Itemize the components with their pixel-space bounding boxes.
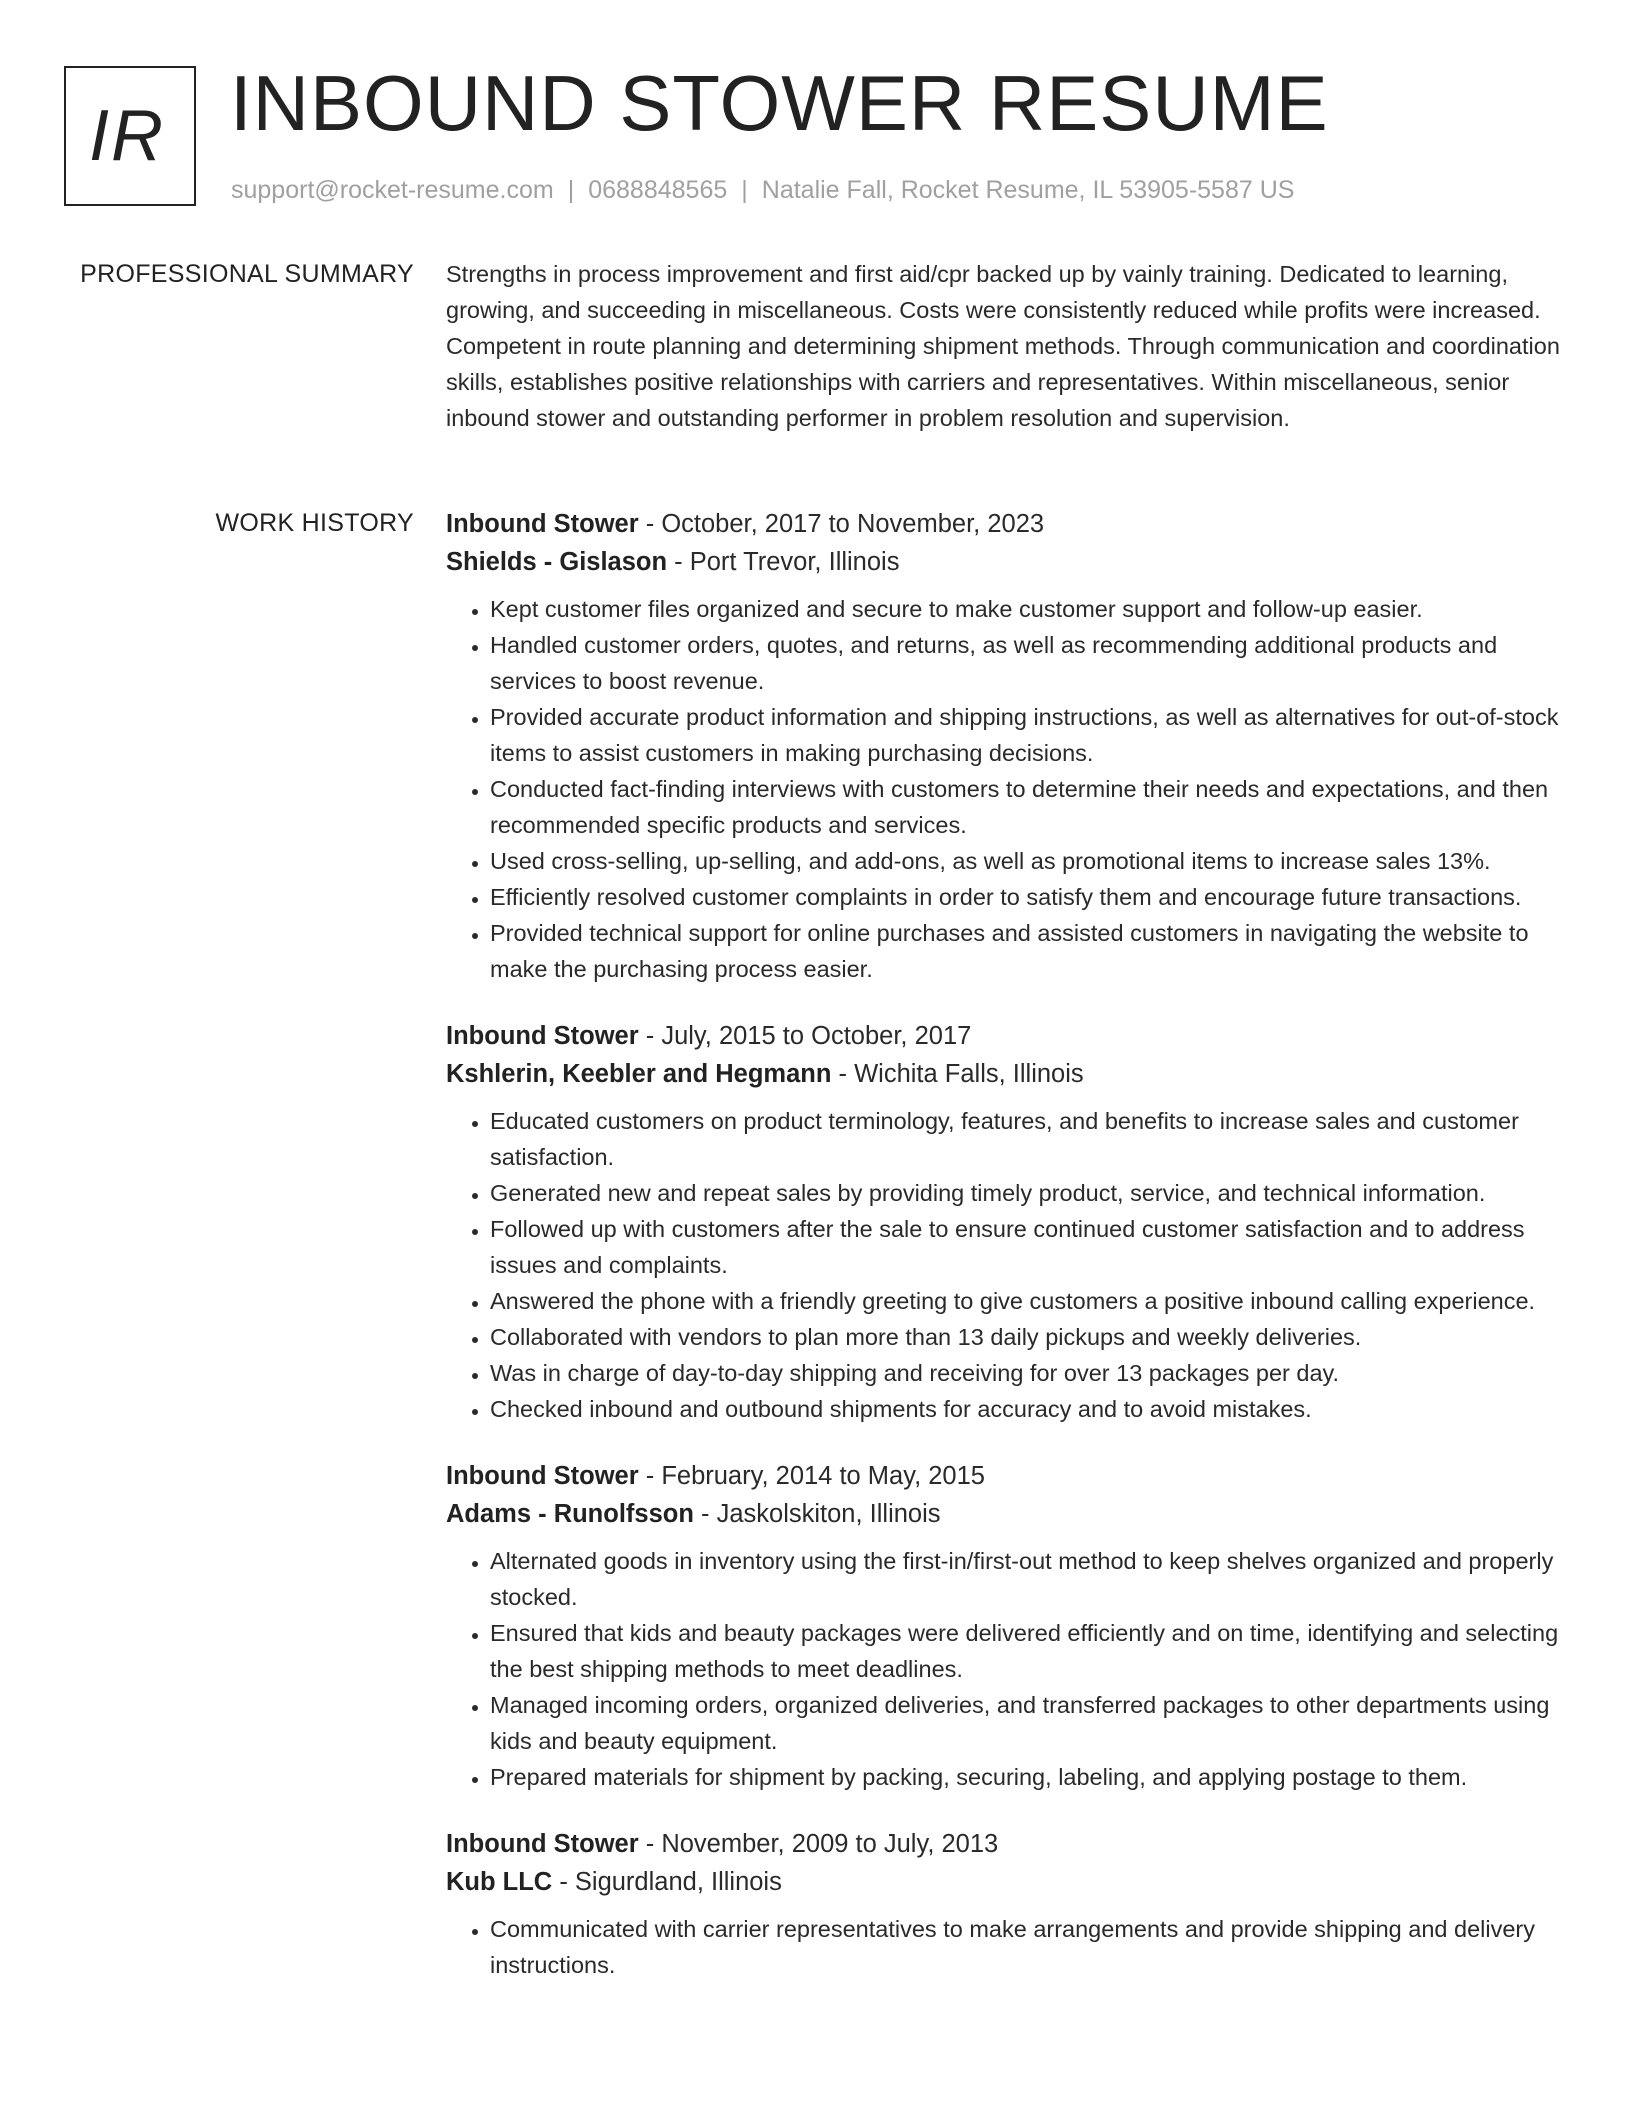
contact-address: Natalie Fall, Rocket Resume, IL 53905-5587 US bbox=[761, 176, 1295, 204]
job-company: Kshlerin, Keebler and Hegmann bbox=[446, 1060, 832, 1088]
job-bullet: • Kept customer files organized and secure to make customer support and follow-up easier. bbox=[490, 591, 1564, 627]
job-title-line bbox=[446, 1825, 1564, 1863]
job-dates: - November, 2009 to July, 2013 bbox=[638, 1830, 999, 1858]
job-company: Kub LLC bbox=[446, 1868, 553, 1896]
job-location: - Jaskolskiton, Illinois bbox=[693, 1500, 941, 1528]
job-entry bbox=[446, 1457, 1564, 1795]
job-bullet: • Conducted fact-finding interviews with customers to determine their needs and expectations, and then recommended specific products and services. bbox=[490, 771, 1564, 843]
job-bullet: • Checked inbound and outbound shipments for accuracy and to avoid mistakes. bbox=[490, 1391, 1564, 1427]
job-bullet: • Generated new and repeat sales by providing timely product, service, and technical information. bbox=[490, 1175, 1564, 1211]
contact-separator: | bbox=[741, 176, 748, 204]
work-history-body bbox=[446, 505, 1564, 2013]
job-entry bbox=[446, 1825, 1564, 1983]
monogram-text: IR bbox=[89, 96, 165, 176]
monogram-logo bbox=[64, 66, 196, 206]
work-history-heading: WORK HISTORY bbox=[215, 509, 414, 537]
contact-line bbox=[231, 174, 1294, 206]
job-bullets bbox=[446, 591, 1564, 987]
job-bullet: • Answered the phone with a friendly greeting to give customers a positive inbound calling experience. bbox=[490, 1283, 1564, 1319]
summary-heading: PROFESSIONAL SUMMARY bbox=[80, 260, 414, 288]
job-bullets bbox=[446, 1911, 1564, 1983]
summary-text: Strengths in process improvement and first aid/cpr backed up by vainly training. Dedicated to learning, growing, and succeeding in miscellaneous. Costs were consistently reduced while profits were increased. Competent in route planning and determining shipment methods. Through communication and coordination skills, establishes positive relationships with carriers and representatives. Within miscellaneous, senior inbound stower and outstanding performer in problem resolution and supervision. bbox=[446, 261, 1560, 431]
job-location: - Port Trevor, Illinois bbox=[667, 548, 900, 576]
job-title: Inbound Stower bbox=[446, 1830, 639, 1858]
job-bullet: • Handled customer orders, quotes, and returns, as well as recommending additional products and services to boost revenue. bbox=[490, 627, 1564, 699]
job-bullet: • Was in charge of day-to-day shipping and receiving for over 13 packages per day. bbox=[490, 1355, 1564, 1391]
job-dates: - February, 2014 to May, 2015 bbox=[638, 1462, 985, 1490]
job-bullets bbox=[446, 1103, 1564, 1427]
job-bullet: • Prepared materials for shipment by packing, securing, labeling, and applying postage to them. bbox=[490, 1759, 1564, 1795]
job-entry bbox=[446, 1017, 1564, 1427]
job-bullet: • Collaborated with vendors to plan more than 13 daily pickups and weekly deliveries. bbox=[490, 1319, 1564, 1355]
job-company: Adams - Runolfsson bbox=[446, 1500, 694, 1528]
job-bullet: • Provided accurate product information and shipping instructions, as well as alternatives for out-of-stock items to assist customers in making purchasing decisions. bbox=[490, 699, 1564, 771]
job-bullet: • Provided technical support for online purchases and assisted customers in navigating the website to make the purchasing process easier. bbox=[490, 915, 1564, 987]
job-title: Inbound Stower bbox=[446, 1462, 639, 1490]
job-dates: - July, 2015 to October, 2017 bbox=[638, 1022, 972, 1050]
job-bullet: • Communicated with carrier representatives to make arrangements and provide shipping and delivery instructions. bbox=[490, 1911, 1564, 1983]
job-title-line bbox=[446, 1457, 1564, 1495]
job-title: Inbound Stower bbox=[446, 510, 639, 538]
job-company: Shields - Gislason bbox=[446, 548, 668, 576]
job-company-line bbox=[446, 543, 1564, 581]
contact-email: support@rocket-resume.com bbox=[231, 176, 554, 204]
job-bullet: • Ensured that kids and beauty packages were delivered efficiently and on time, identifying and selecting the best shipping methods to meet deadlines. bbox=[490, 1615, 1564, 1687]
job-entry bbox=[446, 505, 1564, 987]
job-bullet: • Managed incoming orders, organized deliveries, and transferred packages to other departments using kids and beauty equipment. bbox=[490, 1687, 1564, 1759]
job-company-line bbox=[446, 1495, 1564, 1533]
contact-separator: | bbox=[567, 176, 575, 204]
job-location: - Wichita Falls, Illinois bbox=[831, 1060, 1084, 1088]
job-location: - Sigurdland, Illinois bbox=[552, 1868, 782, 1896]
job-title-line bbox=[446, 1017, 1564, 1055]
summary-body bbox=[446, 256, 1564, 436]
job-bullet: • Efficiently resolved customer complaints in order to satisfy them and encourage future transactions. bbox=[490, 879, 1564, 915]
job-bullet: • Alternated goods in inventory using the first-in/first-out method to keep shelves organized and properly stocked. bbox=[490, 1543, 1564, 1615]
job-title-line bbox=[446, 505, 1564, 543]
job-bullets bbox=[446, 1543, 1564, 1795]
job-title: Inbound Stower bbox=[446, 1022, 639, 1050]
contact-phone: 0688848565 bbox=[588, 176, 728, 204]
job-dates: - October, 2017 to November, 2023 bbox=[638, 510, 1045, 538]
job-bullet: • Followed up with customers after the sale to ensure continued customer satisfaction and to address issues and complaints. bbox=[490, 1211, 1564, 1283]
job-bullet: • Educated customers on product terminology, features, and benefits to increase sales and customer satisfaction. bbox=[490, 1103, 1564, 1175]
job-bullet: • Used cross-selling, up-selling, and add-ons, as well as promotional items to increase sales 13%. bbox=[490, 843, 1564, 879]
job-company-line bbox=[446, 1863, 1564, 1901]
job-company-line bbox=[446, 1055, 1564, 1093]
page-title: INBOUND STOWER RESUME bbox=[230, 59, 1329, 147]
